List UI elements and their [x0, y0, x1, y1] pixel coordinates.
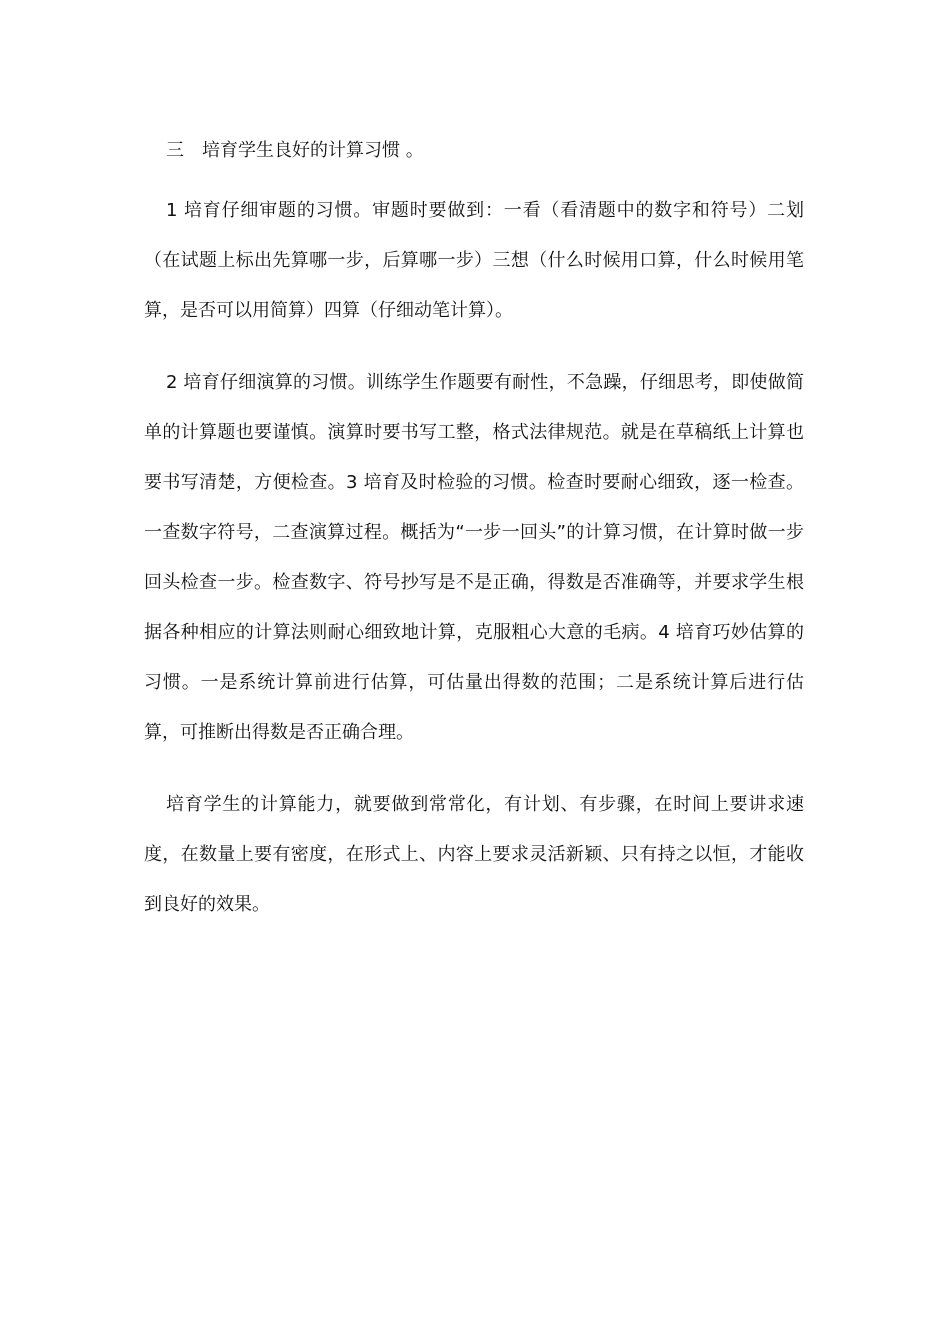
paragraph-review-habit: 1 培育仔细审题的习惯。审题时要做到：一看（看清题中的数字和符号）二划（在试题上标出先算哪一步，后算哪一步）三想（什么时候用口算，什么时候用笔算，是否可以用简算）四算（仔细动笔计算）。 — [144, 200, 804, 321]
section-heading — [144, 126, 804, 176]
paragraph-conclusion: 培育学生的计算能力，就要做到常常化，有计划、有步骤，在时间上要讲求速度，在数量上要有密度，在形式上、内容上要求灵活新颖、只有持之以恒，才能收到良好的效果。 — [144, 794, 804, 915]
section-number: 三 — [166, 140, 184, 161]
document-body — [144, 126, 804, 952]
section-title: 培育学生良好的计算习惯 。 — [202, 140, 424, 161]
paragraph-calculation-habits: 2 培育仔细演算的习惯。训练学生作题要有耐性，不急躁，仔细思考，即使做简单的计算题也要谨慎。演算时要书写工整，格式法律规范。就是在草稿纸上计算也要书写清楚，方便检查。3 培育及时检验的习惯。检查时要耐心细致，逐一检查。一查数字符号，二查演算过程。概括为“一步一回头”的计算习惯，在计算时做一步回头检查一步。检查数字、符号抄写是不是正确，得数是否准确等，并要求学生根据各种相应的计算法则耐心细致地计算，克服粗心大意的毛病。4 培育巧妙估算的习惯。一是系统计算前进行估算，可估量出得数的范围；二是系统计算后进行估算，可推断出得数是否正确合理。 — [144, 372, 804, 743]
